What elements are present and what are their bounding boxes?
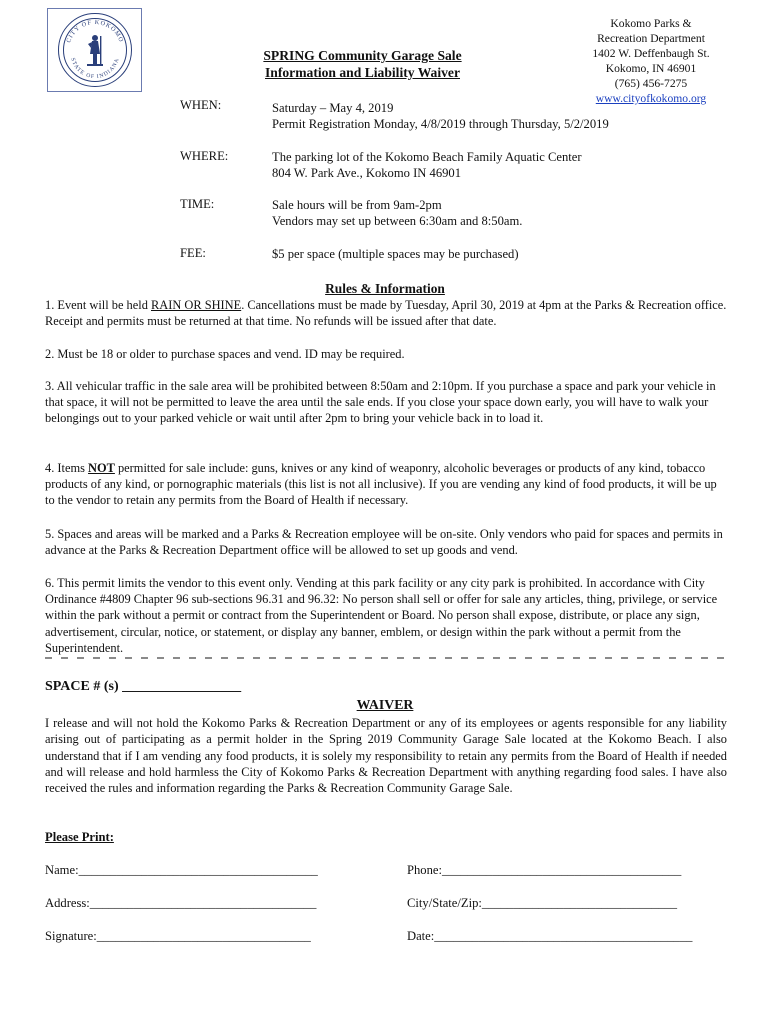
contact-line-2: Recreation Department	[597, 32, 705, 45]
when-value	[272, 100, 609, 132]
seal-bottom-text: STATE OF INDIANA	[69, 57, 121, 81]
name-field[interactable]: Name:______________________________________	[45, 863, 318, 877]
time-line-2: Vendors may set up between 6:30am and 8:50am.	[272, 214, 523, 228]
rules-heading: Rules & Information	[325, 281, 445, 296]
time-value	[272, 197, 522, 229]
seal-emblem-icon	[59, 14, 131, 86]
please-print-label: Please Print:	[45, 830, 114, 844]
where-value	[272, 149, 582, 181]
when-label: WHEN:	[180, 98, 222, 112]
rule-4-text: permitted for sale include: guns, knives or any kind of weaponry, alcoholic beverages or products of any kind, tobacco products of any kind, or pornographic materials (this list is not all inclusive). If you are vending any kind of food products, it will be up to the vendor to retain any permits from the Board of Health if necessary.	[45, 461, 717, 508]
time-line-1: Sale hours will be from 9am-2pm	[272, 198, 442, 212]
rule-1-text: . Cancellations must be made by Tuesday, April 30, 2019 at 4pm at the Parks & Recreation office. Receipt and permits must be returned at that time. No refunds will be issued after that date.	[45, 298, 727, 329]
rule-1-prefix: 1. Event will be held	[45, 298, 151, 312]
rule-4-prefix: 4. Items	[45, 461, 89, 475]
waiver-heading: WAIVER	[356, 697, 414, 712]
rule-3: 3. All vehicular traffic in the sale area will be prohibited between 8:50am and 2:10pm. If you purchase a space and park your vehicle in that space, it will not be permitted to leave the area until the sale ends. If you close your space down early, you will have to walk your belongings out to your parked vehicle or wait until after 2pm to bring your vehicle back in to load it.	[45, 379, 716, 426]
contact-block	[566, 16, 736, 106]
fee-line-1: $5 per space (multiple spaces may be purchased)	[272, 247, 519, 261]
date-field[interactable]: Date:_________________________________________	[407, 929, 693, 943]
rain-or-shine-text: RAIN OR SHINE	[151, 298, 242, 312]
when-line-2: Permit Registration Monday, 4/8/2019 through Thursday, 5/2/2019	[272, 117, 609, 131]
signature-field[interactable]: Signature:__________________________________	[45, 929, 311, 943]
website-link[interactable]: www.cityofkokomo.org	[595, 92, 707, 105]
where-line-1: The parking lot of the Kokomo Beach Family Aquatic Center	[272, 150, 582, 164]
waiver-text: I release and will not hold the Kokomo Parks & Recreation Department or any of its employees or agents responsible for any liability arising out of participating as a permit holder in the Spring 2019 Community Garage Sale located at the Kokomo Beach. I also understand that if I am vending any food products, it is solely my responsibility to retain any permits from the Board of Health if needed and will release and hold harmless the City of Kokomo Parks & Recreation Department with anything regarding food sales. I have also received the rules and information regarding the Parks & Recreation Community Garage Sale.	[45, 716, 727, 796]
rule-2: 2. Must be 18 or older to purchase spaces and vend. ID may be required.	[45, 347, 405, 361]
rule-4	[45, 460, 727, 509]
document-title	[215, 47, 510, 81]
contact-line-3: 1402 W. Deffenbaugh St.	[592, 47, 710, 60]
seal-top-text: CITY OF KOKOMO	[65, 18, 125, 44]
title-line-2: Information and Liability Waiver	[265, 65, 460, 80]
where-label: WHERE:	[180, 149, 229, 163]
phone-field[interactable]: Phone:______________________________________	[407, 863, 682, 877]
fee-value	[272, 246, 519, 262]
rule-1	[45, 297, 727, 329]
city-state-zip-field[interactable]: City/State/Zip:_______________________________	[407, 896, 678, 910]
title-line-1: SPRING Community Garage Sale	[263, 48, 462, 63]
address-field[interactable]: Address:____________________________________	[45, 896, 317, 910]
cut-line-divider	[45, 656, 727, 660]
rule-5: 5. Spaces and areas will be marked and a Parks & Recreation employee will be on-site. Only vendors who paid for spaces and permits in advance at the Parks & Recreation Department office will be allowed to set up goods and vend.	[45, 527, 723, 558]
contact-line-5: (765) 456-7275	[614, 77, 688, 90]
not-emphasis: NOT	[88, 461, 115, 475]
where-line-2: 804 W. Park Ave., Kokomo IN 46901	[272, 166, 462, 180]
city-seal-logo	[58, 13, 132, 87]
contact-line-4: Kokomo, IN 46901	[605, 62, 697, 75]
contact-line-1: Kokomo Parks &	[610, 17, 692, 30]
space-number-field[interactable]: SPACE # (s) _________________	[45, 679, 242, 694]
fee-label: FEE:	[180, 246, 206, 260]
time-label: TIME:	[180, 197, 215, 211]
rule-6: 6. This permit limits the vendor to this event only. Vending at this park facility or any city park is prohibited. In accordance with City Ordinance #4809 Chapter 96 sub-sections 96.31 and 96.32: No person shall sell or offer for sale any articles, thing, privilege, or service within the park without a permit or contract from the Superintendent or Board. No person shall expose, distribute, or place any sign, advertisement, circular, notice, or statement, or display any banner, emblem, or design within the park without a permit from the Superintendent.	[45, 576, 718, 655]
when-line-1: Saturday – May 4, 2019	[272, 101, 394, 115]
